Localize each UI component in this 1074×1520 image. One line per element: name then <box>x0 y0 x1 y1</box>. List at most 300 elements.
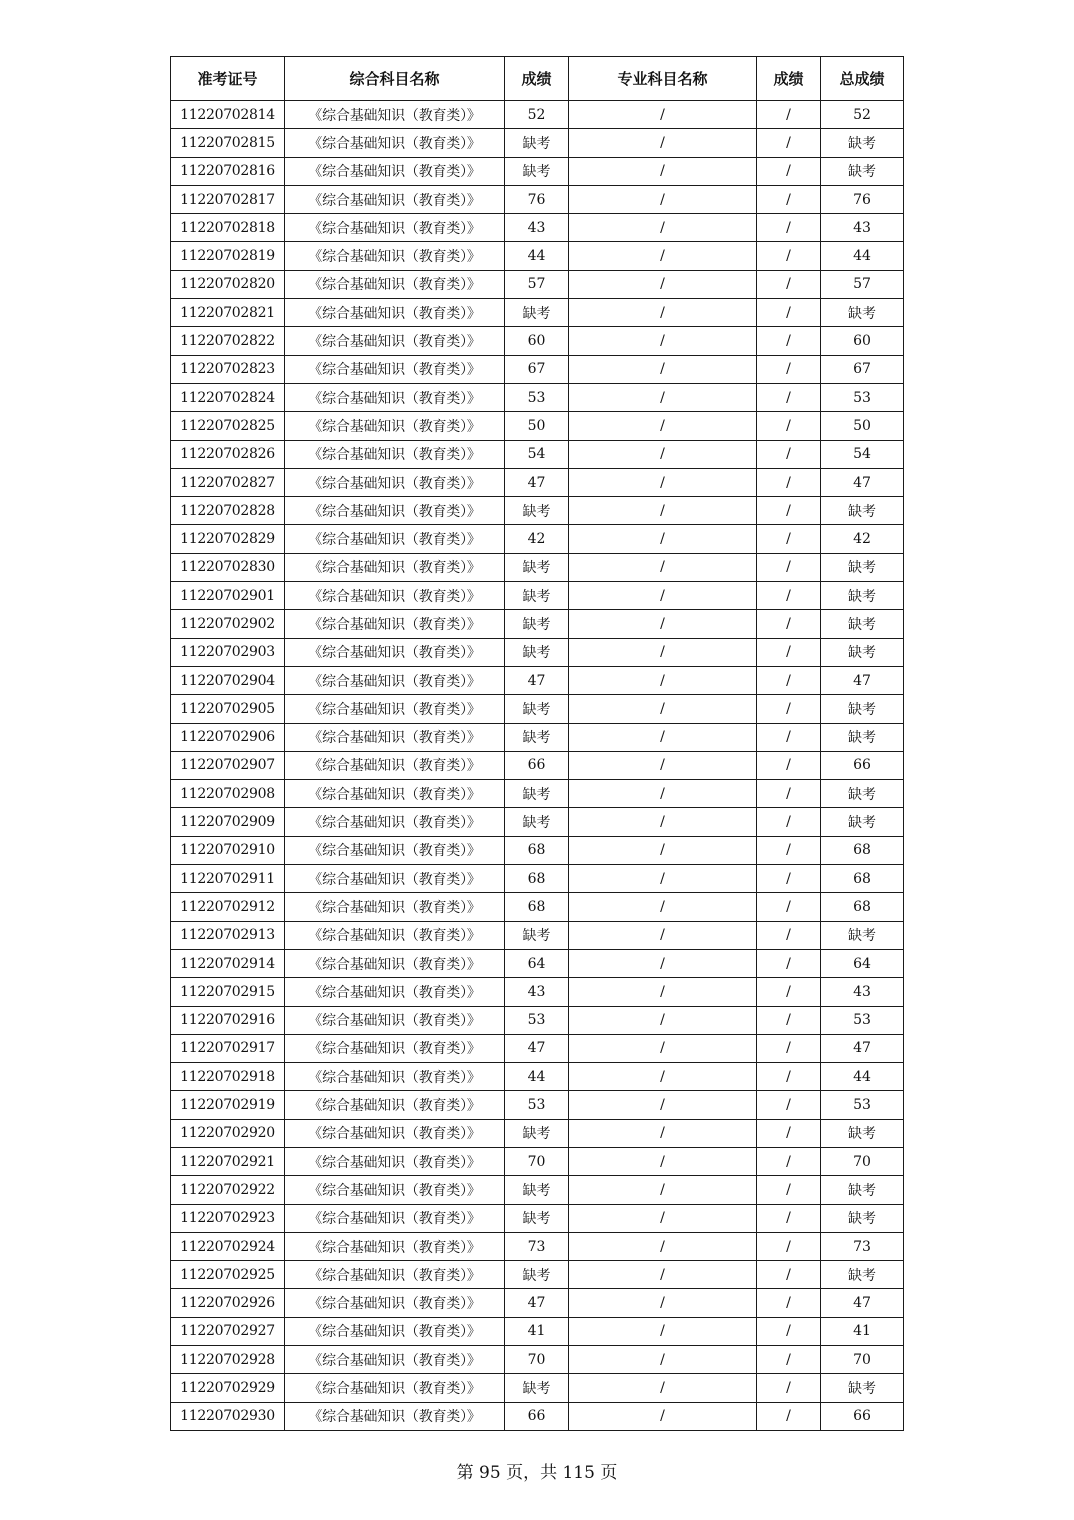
table-row <box>171 695 904 723</box>
general-subject-cell: 《综合基础知识（教育类）》 <box>285 270 505 298</box>
table-row <box>171 157 904 185</box>
total-score-cell: 缺考 <box>821 1261 904 1289</box>
total-score-cell: 52 <box>821 101 904 129</box>
exam-id-cell: 11220702926 <box>171 1289 285 1317</box>
major-subject-cell: / <box>569 836 757 864</box>
major-subject-cell: / <box>569 865 757 893</box>
general-score-cell: 66 <box>505 1402 569 1430</box>
table-row <box>171 299 904 327</box>
major-score-cell: / <box>757 412 821 440</box>
exam-id-cell: 11220702817 <box>171 185 285 213</box>
header-total-score: 总成绩 <box>821 57 904 101</box>
general-subject-cell: 《综合基础知识（教育类）》 <box>285 1402 505 1430</box>
general-score-cell: 缺考 <box>505 1176 569 1204</box>
total-score-cell: 44 <box>821 242 904 270</box>
major-subject-cell: / <box>569 582 757 610</box>
general-subject-cell: 《综合基础知识（教育类）》 <box>285 355 505 383</box>
general-score-cell: 47 <box>505 1034 569 1062</box>
major-subject-cell: / <box>569 1119 757 1147</box>
total-score-cell: 缺考 <box>821 723 904 751</box>
major-score-cell: / <box>757 355 821 383</box>
general-score-cell: 41 <box>505 1317 569 1345</box>
general-score-cell: 缺考 <box>505 1374 569 1402</box>
general-subject-cell: 《综合基础知识（教育类）》 <box>285 865 505 893</box>
table-row <box>171 1006 904 1034</box>
major-score-cell: / <box>757 468 821 496</box>
table-row <box>171 751 904 779</box>
major-score-cell: / <box>757 1261 821 1289</box>
general-subject-cell: 《综合基础知识（教育类）》 <box>285 214 505 242</box>
major-subject-cell: / <box>569 610 757 638</box>
major-score-cell: / <box>757 440 821 468</box>
table-row <box>171 242 904 270</box>
table-row <box>171 1289 904 1317</box>
exam-id-cell: 11220702917 <box>171 1034 285 1062</box>
total-score-cell: 66 <box>821 1402 904 1430</box>
general-subject-cell: 《综合基础知识（教育类）》 <box>285 1091 505 1119</box>
exam-id-cell: 11220702829 <box>171 525 285 553</box>
major-score-cell: / <box>757 1063 821 1091</box>
major-subject-cell: / <box>569 1006 757 1034</box>
total-score-cell: 41 <box>821 1317 904 1345</box>
exam-id-cell: 11220702910 <box>171 836 285 864</box>
general-score-cell: 76 <box>505 185 569 213</box>
general-subject-cell: 《综合基础知识（教育类）》 <box>285 185 505 213</box>
general-score-cell: 70 <box>505 1346 569 1374</box>
major-subject-cell: / <box>569 666 757 694</box>
total-score-cell: 42 <box>821 525 904 553</box>
general-score-cell: 44 <box>505 242 569 270</box>
major-score-cell: / <box>757 836 821 864</box>
table-row <box>171 978 904 1006</box>
table-row <box>171 1091 904 1119</box>
general-score-cell: 73 <box>505 1232 569 1260</box>
general-score-cell: 47 <box>505 666 569 694</box>
general-score-cell: 53 <box>505 1091 569 1119</box>
exam-id-cell: 11220702904 <box>171 666 285 694</box>
table-row <box>171 1261 904 1289</box>
general-subject-cell: 《综合基础知识（教育类）》 <box>285 1204 505 1232</box>
general-score-cell: 缺考 <box>505 553 569 581</box>
major-score-cell: / <box>757 1176 821 1204</box>
exam-id-cell: 11220702824 <box>171 383 285 411</box>
total-score-cell: 53 <box>821 383 904 411</box>
table-row <box>171 582 904 610</box>
exam-id-cell: 11220702814 <box>171 101 285 129</box>
major-score-cell: / <box>757 185 821 213</box>
exam-id-cell: 11220702826 <box>171 440 285 468</box>
general-score-cell: 57 <box>505 270 569 298</box>
general-score-cell: 64 <box>505 949 569 977</box>
exam-id-cell: 11220702906 <box>171 723 285 751</box>
major-score-cell: / <box>757 638 821 666</box>
major-subject-cell: / <box>569 440 757 468</box>
general-score-cell: 44 <box>505 1063 569 1091</box>
table-row <box>171 1034 904 1062</box>
table-row <box>171 1374 904 1402</box>
major-subject-cell: / <box>569 780 757 808</box>
table-header-row <box>171 57 904 101</box>
general-score-cell: 60 <box>505 327 569 355</box>
major-score-cell: / <box>757 327 821 355</box>
major-score-cell: / <box>757 610 821 638</box>
major-subject-cell: / <box>569 978 757 1006</box>
major-score-cell: / <box>757 893 821 921</box>
general-score-cell: 43 <box>505 978 569 1006</box>
table-row <box>171 1346 904 1374</box>
major-subject-cell: / <box>569 949 757 977</box>
table-row <box>171 808 904 836</box>
exam-id-cell: 11220702929 <box>171 1374 285 1402</box>
exam-id-cell: 11220702901 <box>171 582 285 610</box>
exam-id-cell: 11220702915 <box>171 978 285 1006</box>
table-row <box>171 214 904 242</box>
major-subject-cell: / <box>569 921 757 949</box>
general-subject-cell: 《综合基础知识（教育类）》 <box>285 582 505 610</box>
major-score-cell: / <box>757 1119 821 1147</box>
total-score-cell: 54 <box>821 440 904 468</box>
major-subject-cell: / <box>569 1204 757 1232</box>
general-score-cell: 68 <box>505 893 569 921</box>
major-subject-cell: / <box>569 355 757 383</box>
major-subject-cell: / <box>569 270 757 298</box>
general-subject-cell: 《综合基础知识（教育类）》 <box>285 921 505 949</box>
exam-id-cell: 11220702914 <box>171 949 285 977</box>
general-subject-cell: 《综合基础知识（教育类）》 <box>285 666 505 694</box>
exam-id-cell: 11220702918 <box>171 1063 285 1091</box>
total-score-cell: 43 <box>821 978 904 1006</box>
general-subject-cell: 《综合基础知识（教育类）》 <box>285 1289 505 1317</box>
general-subject-cell: 《综合基础知识（教育类）》 <box>285 242 505 270</box>
header-general-score: 成绩 <box>505 57 569 101</box>
table-row <box>171 497 904 525</box>
exam-id-cell: 11220702828 <box>171 497 285 525</box>
major-score-cell: / <box>757 1232 821 1260</box>
exam-id-cell: 11220702823 <box>171 355 285 383</box>
major-subject-cell: / <box>569 299 757 327</box>
table-row <box>171 1147 904 1175</box>
general-subject-cell: 《综合基础知识（教育类）》 <box>285 780 505 808</box>
table-row <box>171 525 904 553</box>
general-subject-cell: 《综合基础知识（教育类）》 <box>285 497 505 525</box>
general-score-cell: 缺考 <box>505 921 569 949</box>
general-subject-cell: 《综合基础知识（教育类）》 <box>285 638 505 666</box>
table-row <box>171 355 904 383</box>
total-score-cell: 缺考 <box>821 1204 904 1232</box>
table-row <box>171 893 904 921</box>
major-subject-cell: / <box>569 214 757 242</box>
table-row <box>171 1119 904 1147</box>
table-row <box>171 270 904 298</box>
major-score-cell: / <box>757 383 821 411</box>
table-row <box>171 1317 904 1345</box>
major-subject-cell: / <box>569 553 757 581</box>
general-score-cell: 缺考 <box>505 299 569 327</box>
exam-id-cell: 11220702930 <box>171 1402 285 1430</box>
exam-id-cell: 11220702911 <box>171 865 285 893</box>
major-subject-cell: / <box>569 497 757 525</box>
table-row <box>171 1402 904 1430</box>
exam-id-cell: 11220702924 <box>171 1232 285 1260</box>
major-subject-cell: / <box>569 1317 757 1345</box>
general-score-cell: 50 <box>505 412 569 440</box>
general-subject-cell: 《综合基础知识（教育类）》 <box>285 695 505 723</box>
general-score-cell: 缺考 <box>505 1261 569 1289</box>
exam-id-cell: 11220702927 <box>171 1317 285 1345</box>
general-subject-cell: 《综合基础知识（教育类）》 <box>285 327 505 355</box>
table-row <box>171 327 904 355</box>
exam-id-cell: 11220702925 <box>171 1261 285 1289</box>
total-score-cell: 68 <box>821 836 904 864</box>
major-subject-cell: / <box>569 751 757 779</box>
major-subject-cell: / <box>569 157 757 185</box>
table-row <box>171 1232 904 1260</box>
general-score-cell: 42 <box>505 525 569 553</box>
general-score-cell: 66 <box>505 751 569 779</box>
general-subject-cell: 《综合基础知识（教育类）》 <box>285 468 505 496</box>
major-score-cell: / <box>757 299 821 327</box>
total-score-cell: 60 <box>821 327 904 355</box>
header-general-subject: 综合科目名称 <box>285 57 505 101</box>
general-subject-cell: 《综合基础知识（教育类）》 <box>285 129 505 157</box>
major-score-cell: / <box>757 723 821 751</box>
exam-id-cell: 11220702905 <box>171 695 285 723</box>
general-score-cell: 68 <box>505 865 569 893</box>
total-score-cell: 47 <box>821 1034 904 1062</box>
major-score-cell: / <box>757 1402 821 1430</box>
major-subject-cell: / <box>569 1147 757 1175</box>
general-score-cell: 缺考 <box>505 157 569 185</box>
total-score-cell: 缺考 <box>821 780 904 808</box>
major-subject-cell: / <box>569 327 757 355</box>
table-row <box>171 638 904 666</box>
major-score-cell: / <box>757 1374 821 1402</box>
exam-id-cell: 11220702822 <box>171 327 285 355</box>
header-exam-id: 准考证号 <box>171 57 285 101</box>
general-subject-cell: 《综合基础知识（教育类）》 <box>285 1176 505 1204</box>
exam-id-cell: 11220702912 <box>171 893 285 921</box>
major-score-cell: / <box>757 1147 821 1175</box>
general-subject-cell: 《综合基础知识（教育类）》 <box>285 836 505 864</box>
total-score-cell: 66 <box>821 751 904 779</box>
total-score-cell: 缺考 <box>821 808 904 836</box>
total-score-cell: 缺考 <box>821 695 904 723</box>
general-score-cell: 缺考 <box>505 582 569 610</box>
table-row <box>171 185 904 213</box>
major-score-cell: / <box>757 1006 821 1034</box>
table-row <box>171 1176 904 1204</box>
general-score-cell: 缺考 <box>505 1119 569 1147</box>
table-row <box>171 468 904 496</box>
general-subject-cell: 《综合基础知识（教育类）》 <box>285 1006 505 1034</box>
general-subject-cell: 《综合基础知识（教育类）》 <box>285 1063 505 1091</box>
major-subject-cell: / <box>569 1402 757 1430</box>
table-row <box>171 1204 904 1232</box>
general-subject-cell: 《综合基础知识（教育类）》 <box>285 751 505 779</box>
general-score-cell: 47 <box>505 1289 569 1317</box>
major-subject-cell: / <box>569 1374 757 1402</box>
major-subject-cell: / <box>569 723 757 751</box>
general-score-cell: 47 <box>505 468 569 496</box>
total-score-cell: 57 <box>821 270 904 298</box>
table-row <box>171 949 904 977</box>
exam-id-cell: 11220702923 <box>171 1204 285 1232</box>
major-score-cell: / <box>757 865 821 893</box>
major-score-cell: / <box>757 242 821 270</box>
general-score-cell: 缺考 <box>505 497 569 525</box>
total-score-cell: 68 <box>821 893 904 921</box>
table-row <box>171 780 904 808</box>
general-score-cell: 54 <box>505 440 569 468</box>
major-subject-cell: / <box>569 383 757 411</box>
major-score-cell: / <box>757 1204 821 1232</box>
general-score-cell: 缺考 <box>505 695 569 723</box>
exam-id-cell: 11220702825 <box>171 412 285 440</box>
major-score-cell: / <box>757 101 821 129</box>
exam-id-cell: 11220702909 <box>171 808 285 836</box>
major-subject-cell: / <box>569 1063 757 1091</box>
exam-id-cell: 11220702922 <box>171 1176 285 1204</box>
total-score-cell: 缺考 <box>821 582 904 610</box>
total-score-cell: 64 <box>821 949 904 977</box>
major-subject-cell: / <box>569 412 757 440</box>
major-score-cell: / <box>757 497 821 525</box>
total-score-cell: 47 <box>821 468 904 496</box>
total-score-cell: 缺考 <box>821 638 904 666</box>
general-subject-cell: 《综合基础知识（教育类）》 <box>285 1147 505 1175</box>
exam-id-cell: 11220702921 <box>171 1147 285 1175</box>
major-score-cell: / <box>757 1034 821 1062</box>
total-score-cell: 76 <box>821 185 904 213</box>
general-score-cell: 缺考 <box>505 129 569 157</box>
general-subject-cell: 《综合基础知识（教育类）》 <box>285 723 505 751</box>
exam-id-cell: 11220702830 <box>171 553 285 581</box>
exam-id-cell: 11220702816 <box>171 157 285 185</box>
major-score-cell: / <box>757 270 821 298</box>
total-score-cell: 缺考 <box>821 1119 904 1147</box>
total-score-cell: 缺考 <box>821 299 904 327</box>
major-subject-cell: / <box>569 1289 757 1317</box>
total-score-cell: 缺考 <box>821 1176 904 1204</box>
general-subject-cell: 《综合基础知识（教育类）》 <box>285 1034 505 1062</box>
score-table <box>170 56 904 1431</box>
major-score-cell: / <box>757 1091 821 1119</box>
table-row <box>171 383 904 411</box>
major-subject-cell: / <box>569 638 757 666</box>
general-subject-cell: 《综合基础知识（教育类）》 <box>285 893 505 921</box>
major-score-cell: / <box>757 582 821 610</box>
exam-id-cell: 11220702902 <box>171 610 285 638</box>
total-score-cell: 缺考 <box>821 497 904 525</box>
general-subject-cell: 《综合基础知识（教育类）》 <box>285 440 505 468</box>
major-subject-cell: / <box>569 1261 757 1289</box>
major-score-cell: / <box>757 921 821 949</box>
total-score-cell: 50 <box>821 412 904 440</box>
general-subject-cell: 《综合基础知识（教育类）》 <box>285 1119 505 1147</box>
general-score-cell: 68 <box>505 836 569 864</box>
exam-id-cell: 11220702815 <box>171 129 285 157</box>
major-score-cell: / <box>757 214 821 242</box>
major-subject-cell: / <box>569 1346 757 1374</box>
major-score-cell: / <box>757 553 821 581</box>
table-row <box>171 666 904 694</box>
general-score-cell: 缺考 <box>505 808 569 836</box>
exam-id-cell: 11220702928 <box>171 1346 285 1374</box>
exam-id-cell: 11220702827 <box>171 468 285 496</box>
general-score-cell: 67 <box>505 355 569 383</box>
general-subject-cell: 《综合基础知识（教育类）》 <box>285 525 505 553</box>
general-subject-cell: 《综合基础知识（教育类）》 <box>285 299 505 327</box>
header-major-score: 成绩 <box>757 57 821 101</box>
exam-id-cell: 11220702908 <box>171 780 285 808</box>
general-subject-cell: 《综合基础知识（教育类）》 <box>285 383 505 411</box>
general-subject-cell: 《综合基础知识（教育类）》 <box>285 157 505 185</box>
table-row <box>171 1063 904 1091</box>
major-subject-cell: / <box>569 808 757 836</box>
general-score-cell: 缺考 <box>505 610 569 638</box>
total-score-cell: 缺考 <box>821 610 904 638</box>
general-subject-cell: 《综合基础知识（教育类）》 <box>285 978 505 1006</box>
major-subject-cell: / <box>569 1176 757 1204</box>
general-subject-cell: 《综合基础知识（教育类）》 <box>285 808 505 836</box>
major-subject-cell: / <box>569 1232 757 1260</box>
exam-id-cell: 11220702903 <box>171 638 285 666</box>
general-subject-cell: 《综合基础知识（教育类）》 <box>285 1232 505 1260</box>
major-score-cell: / <box>757 780 821 808</box>
major-score-cell: / <box>757 666 821 694</box>
total-score-cell: 53 <box>821 1006 904 1034</box>
major-subject-cell: / <box>569 695 757 723</box>
general-subject-cell: 《综合基础知识（教育类）》 <box>285 101 505 129</box>
major-subject-cell: / <box>569 468 757 496</box>
major-subject-cell: / <box>569 1091 757 1119</box>
table-row <box>171 101 904 129</box>
total-score-cell: 43 <box>821 214 904 242</box>
major-score-cell: / <box>757 525 821 553</box>
table-row <box>171 865 904 893</box>
major-score-cell: / <box>757 751 821 779</box>
major-score-cell: / <box>757 808 821 836</box>
major-score-cell: / <box>757 1289 821 1317</box>
total-score-cell: 缺考 <box>821 921 904 949</box>
general-score-cell: 53 <box>505 1006 569 1034</box>
major-score-cell: / <box>757 949 821 977</box>
total-score-cell: 缺考 <box>821 157 904 185</box>
major-subject-cell: / <box>569 185 757 213</box>
major-subject-cell: / <box>569 893 757 921</box>
general-subject-cell: 《综合基础知识（教育类）》 <box>285 1317 505 1345</box>
table-row <box>171 836 904 864</box>
total-score-cell: 47 <box>821 666 904 694</box>
exam-id-cell: 11220702820 <box>171 270 285 298</box>
table-body <box>171 101 904 1431</box>
exam-id-cell: 11220702818 <box>171 214 285 242</box>
total-score-cell: 缺考 <box>821 1374 904 1402</box>
major-subject-cell: / <box>569 129 757 157</box>
total-score-cell: 68 <box>821 865 904 893</box>
total-score-cell: 缺考 <box>821 553 904 581</box>
header-major-subject: 专业科目名称 <box>569 57 757 101</box>
major-subject-cell: / <box>569 101 757 129</box>
general-subject-cell: 《综合基础知识（教育类）》 <box>285 1261 505 1289</box>
general-score-cell: 缺考 <box>505 780 569 808</box>
total-score-cell: 缺考 <box>821 129 904 157</box>
table-row <box>171 553 904 581</box>
exam-id-cell: 11220702913 <box>171 921 285 949</box>
general-subject-cell: 《综合基础知识（教育类）》 <box>285 412 505 440</box>
table-row <box>171 723 904 751</box>
table-row <box>171 440 904 468</box>
